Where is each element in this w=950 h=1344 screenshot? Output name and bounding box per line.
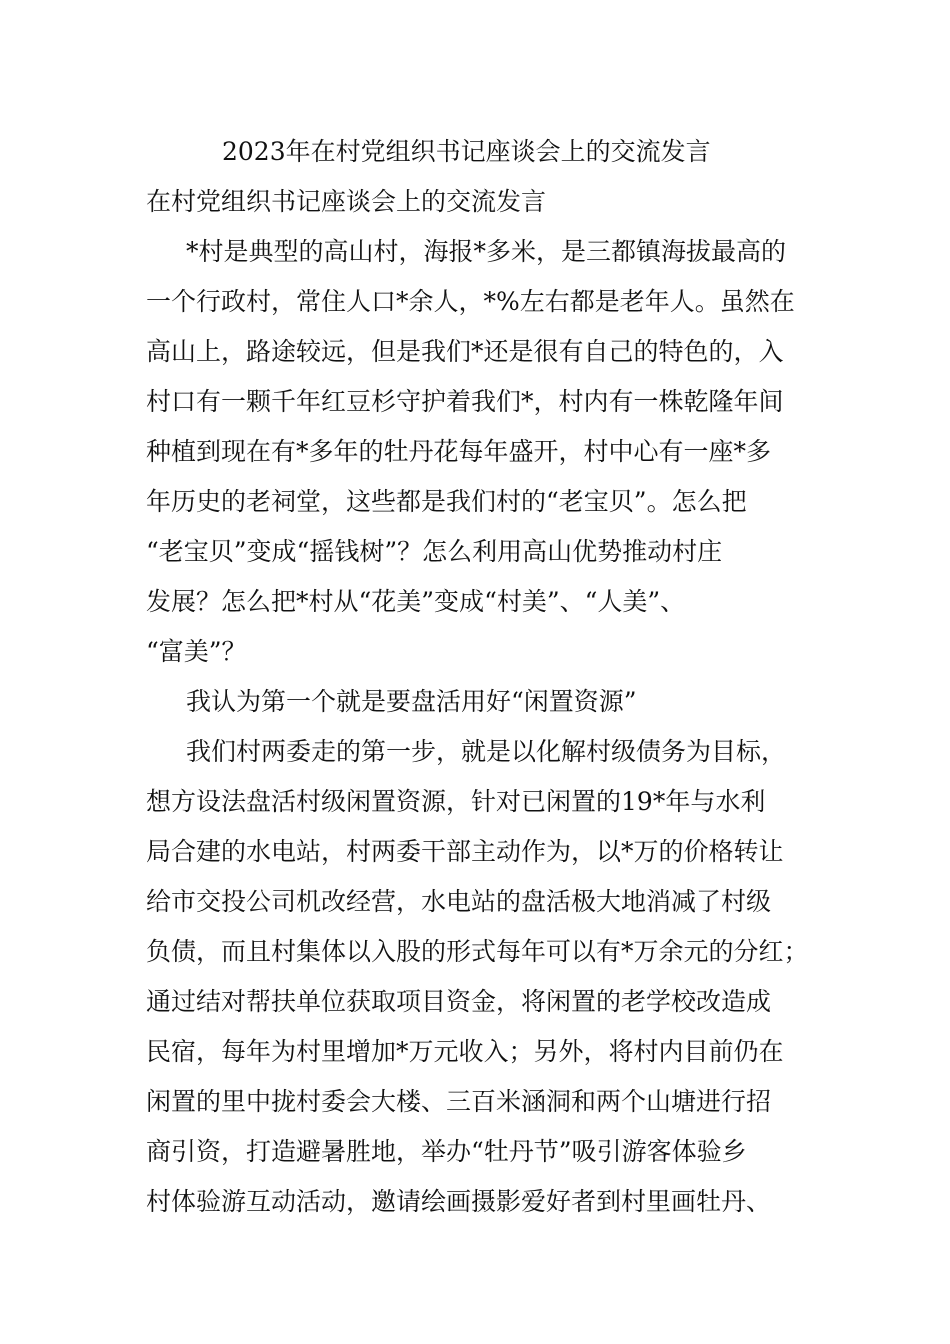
paragraph-line: 通过结对帮扶单位获取项目资金，将闲置的老学校改造成 <box>146 987 772 1016</box>
paragraph-line: “老宝贝”变成“摇钱树”？怎么利用高山优势推动村庄 <box>146 537 723 566</box>
paragraph-line: 负债，而且村集体以入股的形式每年可以有*万余元的分红； <box>146 937 809 966</box>
paragraph-line: 村体验游互动活动，邀请绘画摄影爱好者到村里画牡丹、 <box>146 1187 772 1216</box>
paragraph-line: 给市交投公司机改经营，水电站的盘活极大地消减了村级 <box>146 887 772 916</box>
paragraph-line: 发展？怎么把*村从“花美”变成“村美”、“人美”、 <box>146 587 686 616</box>
section-heading: 我认为第一个就是要盘活用好“闲置资源” <box>186 687 637 716</box>
paragraph-line: 高山上，路途较远，但是我们*还是很有自己的特色的，入 <box>146 337 784 366</box>
paragraph-line: 一个行政村，常住人口*余人，*%左右都是老年人。虽然在 <box>146 287 795 316</box>
paragraph-line: 民宿，每年为村里增加*万元收入；另外，将村内目前仍在 <box>146 1037 784 1066</box>
paragraph-line: 村口有一颗千年红豆杉守护着我们*，村内有一株乾隆年间 <box>146 387 784 416</box>
paragraph-line: *村是典型的高山村，海报*多米，是三都镇海拔最高的 <box>186 237 787 266</box>
paragraph-line: 商引资，打造避暑胜地，举办“牡丹节”吸引游客体验乡 <box>146 1137 747 1166</box>
paragraph-line: 想方设法盘活村级闲置资源，针对已闲置的19*年与水利 <box>146 787 766 816</box>
paragraph-line: 我们村两委走的第一步，就是以化解村级债务为目标， <box>186 737 787 766</box>
document-subtitle: 在村党组织书记座谈会上的交流发言 <box>146 187 547 216</box>
paragraph-line: “富美”？ <box>146 637 247 666</box>
paragraph-line: 种植到现在有*多年的牡丹花每年盛开，村中心有一座*多 <box>146 437 772 466</box>
paragraph-line: 局合建的水电站，村两委干部主动作为，以*万的价格转让 <box>146 837 784 866</box>
paragraph-line: 闲置的里中拢村委会大楼、三百米涵洞和两个山塘进行招 <box>146 1087 772 1116</box>
document-title: 2023年在村党组织书记座谈会上的交流发言 <box>222 137 711 166</box>
paragraph-line: 年历史的老祠堂，这些都是我们村的“老宝贝”。怎么把 <box>146 487 747 516</box>
